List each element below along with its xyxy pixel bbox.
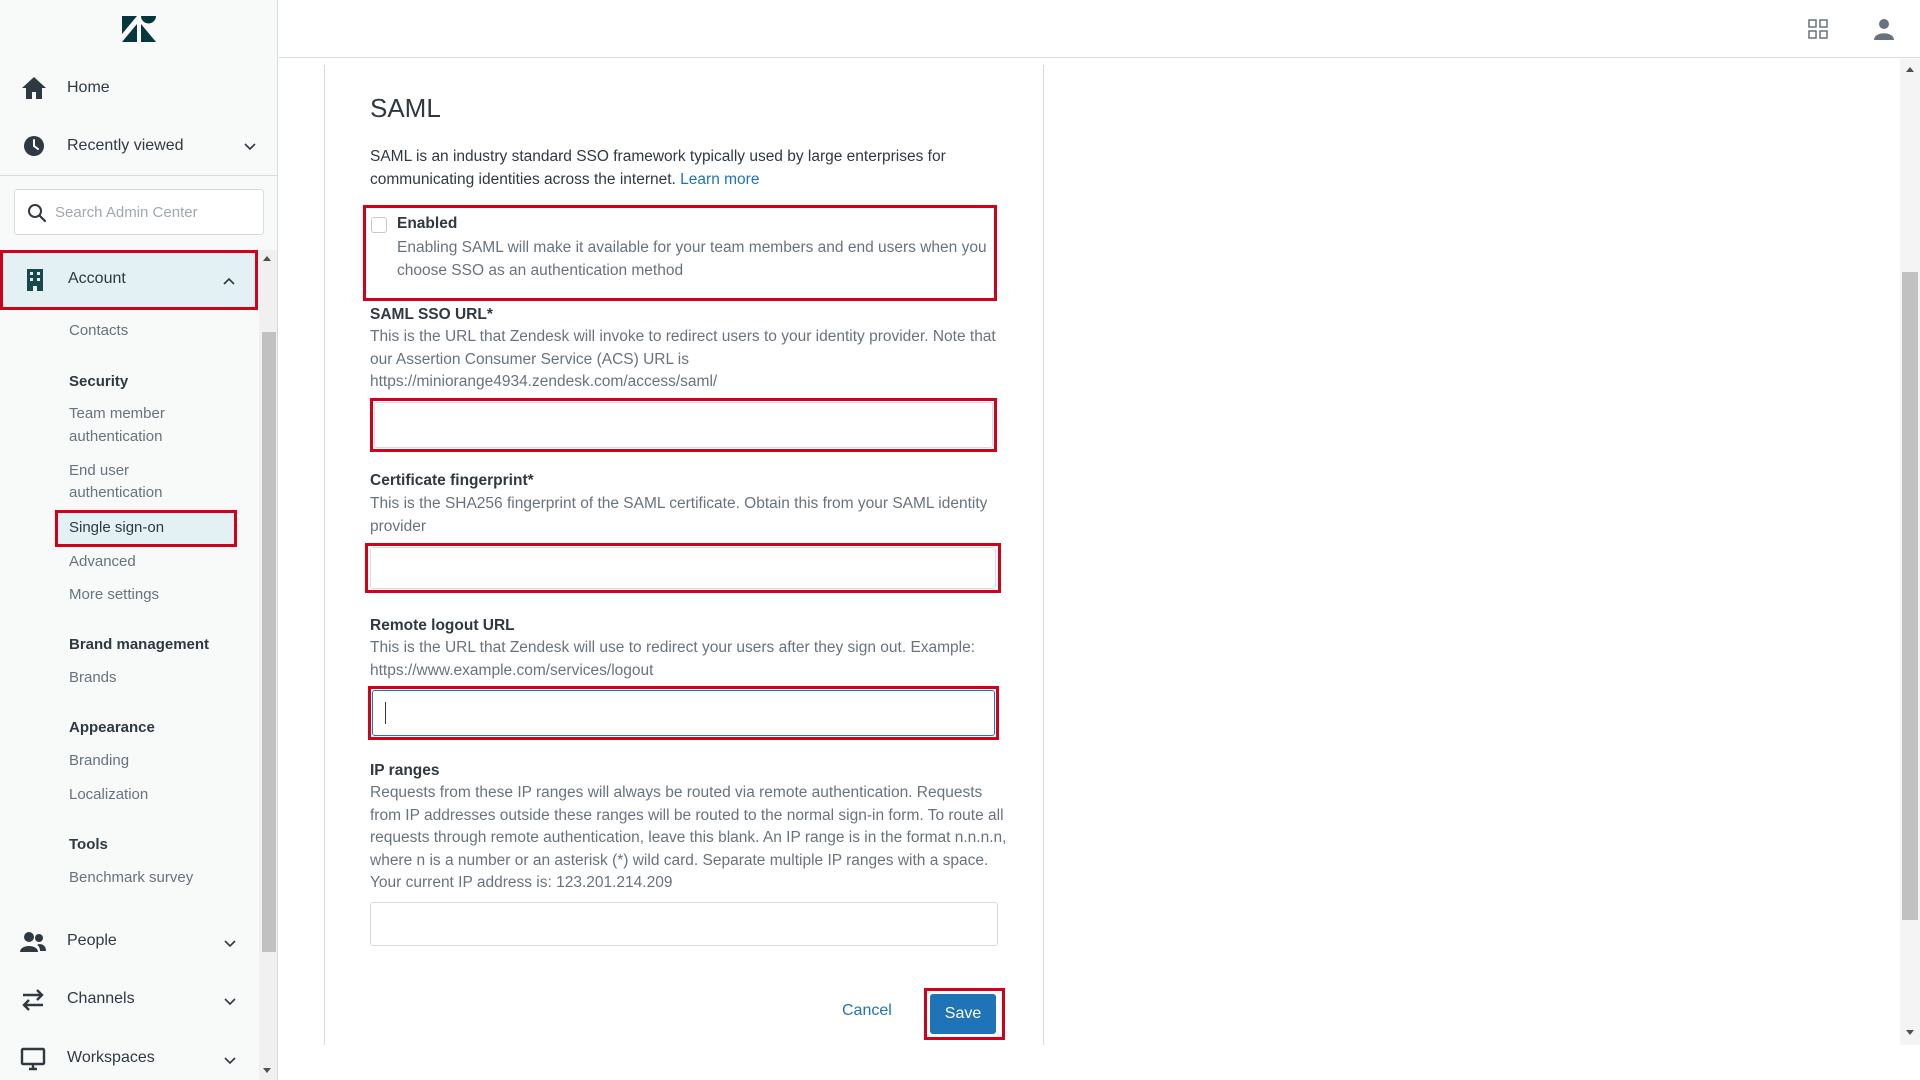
sidebar-divider (0, 175, 278, 176)
chevron-down-icon (242, 138, 258, 154)
nav-account-label: Account (68, 270, 126, 287)
clock-icon (20, 132, 48, 160)
scroll-down-arrow-icon[interactable] (263, 1068, 271, 1073)
sidebar-item-branding[interactable]: Branding (69, 752, 130, 769)
remote-logout-url-label: Remote logout URL (370, 617, 515, 634)
enabled-checkbox-hint: Enabling SAML will make it available for your team members and end users when you choose SSO as an authentication method (397, 239, 987, 279)
sidebar-item-localization[interactable]: Localization (69, 786, 149, 803)
chevron-down-icon (222, 935, 238, 951)
nav-people[interactable] (0, 915, 258, 969)
nav-workspaces-label: Workspaces (67, 1049, 155, 1066)
certificate-fingerprint-label: Certificate fingerprint* (370, 472, 534, 489)
saml-description-text: SAML is an industry standard SSO framework typically used by large enterprises for communicating identities across the internet. (370, 148, 946, 188)
ip-ranges-label: IP ranges (370, 762, 440, 779)
scroll-up-arrow-icon[interactable] (263, 256, 271, 261)
sidebar-item-end-user-auth-line2[interactable]: authentication (69, 484, 163, 501)
sidebar-section-brand-management: Brand management (69, 636, 210, 653)
enabled-checkbox-label[interactable]: Enabled (397, 215, 458, 232)
sidebar-item-more-settings[interactable]: More settings (69, 586, 160, 603)
chevron-down-icon (222, 1052, 238, 1068)
nav-recently-viewed-label: Recently viewed (67, 137, 184, 154)
text-cursor (385, 702, 386, 724)
learn-more-link[interactable]: Learn more (680, 171, 760, 188)
sidebar-item-end-user-auth-line1[interactable]: End user (69, 462, 130, 479)
nav-account[interactable] (0, 250, 258, 310)
sidebar-scrollbar-thumb[interactable] (262, 332, 276, 952)
sidebar-item-team-member-auth-line2[interactable]: authentication (69, 428, 163, 445)
sidebar-item-benchmark-survey[interactable]: Benchmark survey (69, 869, 194, 886)
search-box (14, 189, 264, 235)
sso-url-input[interactable] (374, 402, 993, 448)
sidebar-item-advanced[interactable]: Advanced (69, 553, 136, 570)
sso-url-label: SAML SSO URL* (370, 306, 493, 323)
sso-url-hint: This is the URL that Zendesk will invoke to redirect users to your identity provider. Note that our Assertion Consumer Service (ACS) URL is https://miniorange4934.zendesk.com/access/saml/ (370, 328, 996, 390)
top-header (279, 0, 1920, 58)
nav-channels-label: Channels (67, 990, 135, 1007)
remote-logout-url-hint: This is the URL that Zendesk will use to redirect your users after they sign out. Example: https://www.example.com/services/logout (370, 639, 976, 679)
main-scrollbar-thumb[interactable] (1902, 272, 1918, 920)
nav-home[interactable] (0, 61, 278, 115)
zendesk-logo[interactable] (122, 16, 156, 42)
nav-channels[interactable] (0, 973, 258, 1027)
chevron-up-icon (221, 273, 237, 289)
nav-workspaces[interactable] (0, 1032, 258, 1080)
sidebar-section-appearance: Appearance (69, 719, 155, 736)
sidebar-section-security: Security (69, 373, 129, 390)
nav-recently-viewed[interactable] (0, 119, 278, 173)
nav-people-label: People (67, 932, 117, 949)
certificate-fingerprint-hint: This is the SHA256 fingerprint of the SAML certificate. Obtain this from your SAML identity provider (370, 495, 988, 535)
sidebar (0, 0, 278, 1080)
search-input[interactable] (55, 190, 255, 234)
monitor-icon (20, 1047, 46, 1071)
home-icon (20, 74, 48, 102)
ip-ranges-hint: Requests from these IP ranges will always be routed via remote authentication. Requests from IP addresses outside these ranges will be routed to the normal sign-in form. To route all requests through remote authentication, leave this blank. An IP range is in the format n.n.n.n, where n is a number or an asterisk (*) wild card. Separate multiple IP ranges with a space. Your current IP address is: 123.201.214.209 (370, 784, 1007, 891)
people-icon (20, 930, 46, 954)
user-avatar-icon[interactable] (1872, 17, 1896, 41)
scroll-up-arrow-icon[interactable] (1906, 67, 1914, 72)
cancel-button[interactable]: Cancel (842, 1002, 892, 1019)
save-button[interactable]: Save (930, 994, 996, 1034)
saml-description (370, 145, 1010, 191)
search-icon (27, 203, 47, 223)
chevron-down-icon (222, 993, 238, 1009)
building-icon (23, 268, 47, 292)
nav-home-label: Home (67, 79, 110, 96)
ip-ranges-input[interactable] (370, 902, 998, 946)
scroll-down-arrow-icon[interactable] (1906, 1030, 1914, 1035)
products-grid-icon[interactable] (1808, 19, 1828, 39)
sidebar-section-tools: Tools (69, 836, 108, 853)
page-title: SAML (370, 93, 441, 123)
certificate-fingerprint-input[interactable] (370, 547, 996, 589)
sidebar-item-brands[interactable]: Brands (69, 669, 117, 686)
sidebar-item-single-sign-on[interactable] (55, 510, 237, 547)
arrows-swap-icon (20, 988, 46, 1012)
sidebar-item-team-member-auth-line1[interactable]: Team member (69, 405, 165, 422)
enabled-checkbox[interactable] (371, 217, 387, 233)
sidebar-item-single-sign-on-label: Single sign-on (69, 519, 165, 536)
remote-logout-url-input[interactable] (372, 690, 995, 736)
sidebar-item-contacts[interactable]: Contacts (69, 322, 129, 339)
